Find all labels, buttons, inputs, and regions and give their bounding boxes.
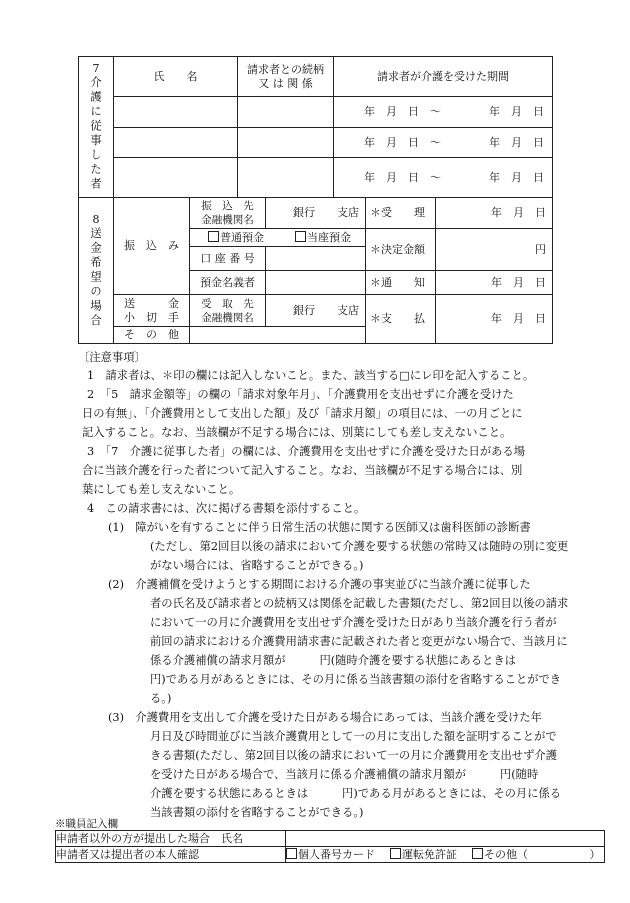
- money-order-label: 送 金 小 切 手: [114, 295, 190, 327]
- section-8-title: 送金希望の場合: [89, 226, 103, 329]
- bank-name-field[interactable]: 銀行 支店: [266, 198, 366, 229]
- note-line: 介護を要する状態にあるときは 円)である月があるときには、その月に係る: [150, 787, 562, 800]
- section-7-title: 介護に従事した者: [89, 76, 103, 192]
- care-period-cell[interactable]: 年 月 日 ～ 年 月 日: [334, 128, 553, 158]
- section-8-label: [79, 198, 114, 344]
- mynumber-checkbox[interactable]: [286, 848, 297, 859]
- note-line: 円)である月があるときには、その月に係る当該書類の添付を省略することができ: [150, 673, 562, 686]
- note-line: がない場合には、省略することができる。): [150, 559, 364, 572]
- note-line: 4 この請求書には、次に掲げる書類を添付すること。: [87, 502, 366, 515]
- note-line: を受けた日がある場合で、当該月に係る介護補償の請求月額が 円(随時: [150, 768, 539, 781]
- note-line: きる書類(ただし、第2回目以後の請求において一の月に介護費用を支出せず介護: [150, 749, 557, 762]
- care-name-cell[interactable]: [114, 128, 238, 158]
- office-received-date: 年 月 日: [436, 198, 553, 229]
- note-line: る。): [150, 692, 172, 705]
- care-period-cell[interactable]: 年 月 日 ～ 年 月 日: [334, 97, 553, 128]
- identity-check-options: 個人番号カード 運転免許証 その他（ ）: [286, 847, 605, 863]
- office-payment-label: ＊支 払: [366, 295, 436, 344]
- note-line: (3) 介護費用を支出して介護を受けた日がある場合にあっては、当該介護を受けた年: [108, 711, 542, 724]
- care-period-cell[interactable]: 年 月 日 ～ 年 月 日: [334, 158, 553, 198]
- note-line: 者の氏名及び請求者との続柄又は関係を記載した書類(ただし、第2回目以後の請求: [150, 597, 569, 610]
- staff-heading: ※職員記入欄: [55, 818, 118, 830]
- office-received-label: ＊受 理: [366, 198, 436, 229]
- office-notice-date: 年 月 日: [436, 271, 553, 295]
- header-relation: 請求者との続柄 又 は 関 係: [238, 57, 334, 97]
- section-7-number: 7: [92, 62, 100, 75]
- submitter-name-field[interactable]: [286, 831, 605, 847]
- ordinary-checkbox[interactable]: [208, 231, 219, 242]
- account-holder-field[interactable]: [266, 271, 366, 295]
- note-line: 係る介護補償の請求月額が 円(随時介護を要する状態にあるときは: [150, 654, 516, 667]
- receiving-bank-field[interactable]: 銀行 支店: [266, 295, 366, 327]
- account-type: 普通預金 当座預金: [190, 229, 366, 247]
- note-line: (1) 障がいを有することに伴う日常生活の状態に関する医師又は歯科医師の診断書: [108, 521, 531, 534]
- header-period: 請求者が介護を受けた期間: [334, 57, 553, 97]
- note-line: 3 「7 介護に従事した者」の欄には、介護費用を支出せずに介護を受けた日がある場: [87, 445, 526, 458]
- other-label: そ の 他: [114, 327, 190, 344]
- section-7-label: [79, 57, 114, 198]
- care-relation-cell[interactable]: [238, 128, 334, 158]
- note-line: 2 「5 請求金額等」の欄の「請求対象年月」、「介護費用を支出せずに介護を受けた: [87, 388, 514, 401]
- care-provider-table: [78, 56, 553, 198]
- care-relation-cell[interactable]: [238, 97, 334, 128]
- identity-check-label: 申請者又は提出者の本人確認: [56, 847, 286, 863]
- office-notice-label: ＊通 知: [366, 271, 436, 295]
- account-number-label: 口 座 番 号: [190, 247, 266, 271]
- note-line: 記入すること。なお、当該欄が不足する場合には、別葉にしても差し支えないこと。: [82, 426, 512, 439]
- note-line: において一の月に介護費用を支出せず介護を受けた日があり当該介護を行う者が: [150, 616, 557, 629]
- note-line: 前回の請求における介護費用請求書に記載された者と変更がない場合で、当該月に: [150, 635, 568, 648]
- office-payment-date: 年 月 日: [436, 295, 553, 344]
- account-holder-label: 預金名義者: [190, 271, 266, 295]
- notes-heading: 〔注意事項〕: [78, 351, 146, 364]
- license-checkbox[interactable]: [390, 848, 401, 859]
- section-8-number: 8: [92, 212, 100, 226]
- other-checkbox[interactable]: [472, 848, 483, 859]
- note-line: (ただし、第2回目以後の請求において介護を要する状態の常時又は随時の別に変更: [150, 540, 569, 553]
- account-number-field[interactable]: [266, 247, 366, 271]
- submitter-name-label: 申請者以外の方が提出した場合 氏名: [56, 831, 286, 847]
- care-relation-cell[interactable]: [238, 158, 334, 198]
- note-line: 当該書類の添付を省略することができる。): [150, 806, 364, 819]
- note-line: 1 請求者は、＊印の欄には記入しないこと。また、該当する□にレ印を記入すること。: [87, 369, 535, 382]
- note-line: (2) 介護補償を受けようとする期間における介護の事実並びに当該介護に従事した: [108, 578, 531, 591]
- note-line: 日の有無」、「介護費用として支出した額」及び「請求月額」の項目には、一の月ごとに: [82, 407, 523, 420]
- office-amount-label: ＊決定金額: [366, 229, 436, 271]
- current-checkbox[interactable]: [295, 231, 306, 242]
- staff-table: [55, 830, 605, 863]
- notes-section: [78, 349, 623, 822]
- note-line: 月日及び時間並びに当該介護費用として一の月に支出した額を証明することがで: [150, 730, 557, 743]
- transfer-label: 振 込 み: [114, 198, 190, 295]
- note-line: 葉にしても差し支えないこと。: [82, 483, 241, 496]
- care-name-cell[interactable]: [114, 97, 238, 128]
- receiving-bank-label: 受 取 先 金融機関名: [190, 295, 266, 327]
- other-field[interactable]: [190, 327, 366, 344]
- office-amount-value: 円: [436, 229, 553, 271]
- care-name-cell[interactable]: [114, 158, 238, 198]
- header-name: 氏 名: [114, 57, 238, 97]
- bank-label: 振 込 先 金融機関名: [190, 198, 266, 229]
- remittance-table: [78, 197, 553, 344]
- note-line: 合に当該介護を行った者について記入すること。なお、当該欄が不足する場合には、別: [82, 464, 523, 477]
